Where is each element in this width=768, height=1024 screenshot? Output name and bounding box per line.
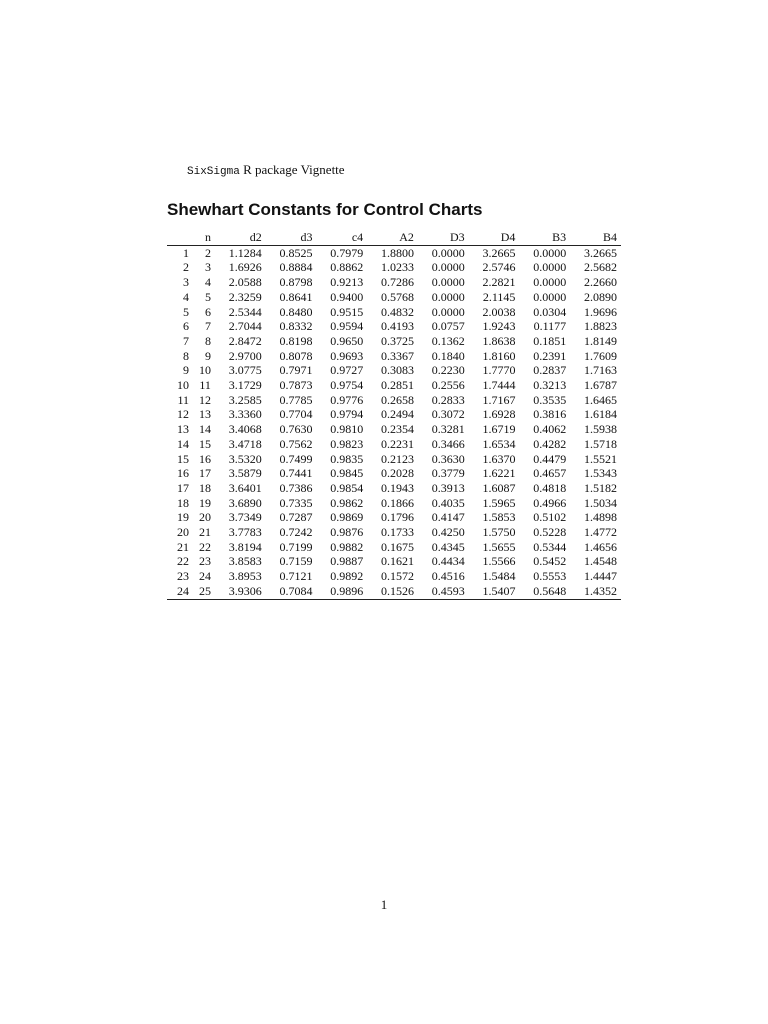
column-header [167,229,193,245]
table-cell: 25 [198,583,211,598]
table-cell: 3.2665 [584,245,617,260]
table-cell: 2.2660 [584,275,617,290]
table-cell: 19 [198,495,211,510]
table-cell: 0.2230 [431,363,465,378]
table-cell: 2.0038 [482,304,516,319]
table-cell: 0.2658 [380,392,414,407]
table-cell: 2 [204,245,211,260]
table-cell: 1.5484 [482,569,516,584]
table-cell: 0.7121 [279,569,313,584]
table-cell: 0.9794 [330,407,364,422]
package-name: SixSigma [187,166,240,178]
table-cell: 1.4352 [584,583,617,598]
table-cell: 0.9515 [330,304,364,319]
table-cell: 3.2665 [482,245,516,260]
table-cell: 4 [183,289,189,304]
table-cell: 6 [183,319,189,334]
table-cell: 0.5768 [380,289,414,304]
table-body [167,245,621,599]
table-cell: 1.9696 [584,304,617,319]
table-cell: 11 [177,392,189,407]
table-cell: 0.2028 [380,466,414,481]
table-cell: 0.7630 [279,422,313,437]
table-cell: 0.8525 [279,245,313,260]
table-cell: 0.0304 [533,304,567,319]
column-header: n [193,229,215,245]
table-cell: 1.5407 [482,583,516,598]
table-cell: 0.9835 [330,451,364,466]
table-cell: 14 [177,436,189,451]
table-cell: 21 [198,525,211,540]
table-cell: 0.2494 [380,407,414,422]
table-cell: 20 [177,525,189,540]
table-cell: 0.4035 [431,495,465,510]
table-cell: 0.9823 [330,436,364,451]
page-number: 1 [380,897,388,912]
table-cell: 10 [198,363,211,378]
table-cell: 1.8823 [584,319,617,334]
table-cell: 1.5965 [482,495,516,510]
table-cell: 0.4250 [431,525,465,540]
table-cell: 16 [177,466,189,481]
table-cell: 0.8884 [279,260,313,275]
table-cell: 0.8332 [279,319,313,334]
table-cell: 0.3535 [533,392,567,407]
table-cell: 3.8583 [228,554,262,569]
table-row [167,290,621,305]
table-cell: 0.4345 [431,539,465,554]
table-cell: 0.2231 [380,436,414,451]
column-header: B3 [519,229,570,245]
table-row [167,422,621,437]
table-row [167,245,621,260]
table-cell: 12 [177,407,189,422]
table-cell: 3.4068 [228,422,262,437]
table-row [167,393,621,408]
table-cell: 0.3083 [380,363,414,378]
table-cell: 0.7873 [279,378,313,393]
table-cell: 0.0000 [533,260,567,275]
table-cell: 0.4479 [533,451,567,466]
table-row [167,437,621,452]
table-cell: 0.0000 [431,304,465,319]
table-cell: 3.9306 [228,583,262,598]
table-cell: 0.1840 [431,348,465,363]
table-row [167,334,621,349]
table-cell: 0.0000 [533,275,567,290]
table-cell: 8 [204,333,211,348]
table-row [167,525,621,540]
table-cell: 0.1362 [431,333,465,348]
table-cell: 0.3630 [431,451,465,466]
table-cell: 0.9594 [330,319,364,334]
column-header: d2 [215,229,266,245]
table-cell: 0.9693 [330,348,364,363]
table-row [167,260,621,275]
table-cell: 19 [177,510,189,525]
table-cell: 0.9892 [330,569,364,584]
table-cell: 0.5102 [533,510,567,525]
table-cell: 17 [198,466,211,481]
column-header: c4 [316,229,367,245]
table-header-row [167,229,621,245]
table-cell: 21 [177,539,189,554]
table-cell: 1.4447 [584,569,617,584]
table-cell: 3.7349 [228,510,262,525]
table-cell: 0.5228 [533,525,567,540]
table-cell: 3.8953 [228,569,262,584]
table-cell: 2.1145 [482,289,516,304]
table-cell: 0.4516 [431,569,465,584]
table-row [167,481,621,496]
table-cell: 0.8078 [279,348,313,363]
table-row [167,569,621,584]
table-row [167,540,621,555]
table-row [167,319,621,334]
table-cell: 2.9700 [228,348,262,363]
header-text: R package Vignette [239,162,345,177]
table-cell: 7 [204,319,211,334]
table-cell: 2.3259 [228,289,262,304]
table-cell: 6 [204,304,211,319]
table-cell: 0.0000 [431,289,465,304]
table-cell: 1.4548 [584,554,617,569]
column-header: D3 [418,229,469,245]
table-row [167,584,621,599]
table-cell: 0.7286 [380,275,414,290]
table-cell: 0.7386 [279,480,313,495]
table-cell: 0.4282 [533,436,567,451]
table-cell: 0.7242 [279,525,313,540]
table-row [167,275,621,290]
table-cell: 0.9882 [330,539,364,554]
table-cell: 0.5648 [533,583,567,598]
table-cell: 0.2391 [533,348,567,363]
table-cell: 0.1943 [380,480,414,495]
table-cell: 20 [198,510,211,525]
table-cell: 2 [183,260,189,275]
table-cell: 1.6087 [482,480,516,495]
table-cell: 2.2821 [482,275,516,290]
table-cell: 0.3072 [431,407,465,422]
table-cell: 1.6184 [584,407,617,422]
table-cell: 2.0890 [584,289,617,304]
table-cell: 0.1572 [380,569,414,584]
table-cell: 24 [177,583,189,598]
table-cell: 22 [198,539,211,554]
table-cell: 1.6719 [482,422,516,437]
table-cell: 22 [177,554,189,569]
table-cell: 1.8800 [380,245,414,260]
table-cell: 0.9776 [330,392,364,407]
table-cell: 15 [198,436,211,451]
table-cell: 3.3360 [228,407,262,422]
table-cell: 3.6890 [228,495,262,510]
table-cell: 0.5344 [533,539,567,554]
column-header: A2 [367,229,418,245]
table-cell: 12 [198,392,211,407]
table-cell: 0.7084 [279,583,313,598]
table-cell: 0.3725 [380,333,414,348]
table-cell: 0.3281 [431,422,465,437]
table-cell: 0.8641 [279,289,313,304]
table-cell: 1.5718 [584,436,617,451]
table-cell: 2.8472 [228,333,262,348]
table-cell: 0.7979 [330,245,364,260]
column-header: D4 [469,229,520,245]
table-cell: 0.4966 [533,495,567,510]
table-cell: 0.0000 [533,289,567,304]
table-cell: 0.1866 [380,495,414,510]
table-cell: 1.7770 [482,363,516,378]
table-cell: 1.5343 [584,466,617,481]
table-cell: 9 [204,348,211,363]
table-cell: 0.9876 [330,525,364,540]
table-cell: 0.2123 [380,451,414,466]
table-cell: 0.9213 [330,275,364,290]
table-cell: 1.0233 [380,260,414,275]
table-cell: 1.8149 [584,333,617,348]
table-cell: 0.9854 [330,480,364,495]
table-cell: 0.0000 [533,245,567,260]
table-cell: 0.3367 [380,348,414,363]
table-cell: 0.2833 [431,392,465,407]
table-cell: 1.5938 [584,422,617,437]
table-cell: 3.2585 [228,392,262,407]
table-cell: 0.3466 [431,436,465,451]
table-cell: 0.8480 [279,304,313,319]
table-cell: 3 [183,275,189,290]
table-cell: 0.4434 [431,554,465,569]
table-cell: 0.9650 [330,333,364,348]
running-header [187,162,345,178]
table-cell: 1.6534 [482,436,516,451]
table-cell: 18 [177,495,189,510]
table-row [167,554,621,569]
table-cell: 4 [204,275,211,290]
table-cell: 0.1733 [380,525,414,540]
table-cell: 1.6465 [584,392,617,407]
table-cell: 0.7499 [279,451,313,466]
table-cell: 0.8798 [279,275,313,290]
table-cell: 3.6401 [228,480,262,495]
table-cell: 0.4818 [533,480,567,495]
table-cell: 0.1526 [380,583,414,598]
table-cell: 1.7163 [584,363,617,378]
table-cell: 2.0588 [228,275,262,290]
table-cell: 3 [204,260,211,275]
table-cell: 0.7335 [279,495,313,510]
table-cell: 3.0775 [228,363,262,378]
table-cell: 0.2837 [533,363,567,378]
table-cell: 0.7199 [279,539,313,554]
table-cell: 14 [198,422,211,437]
table-cell: 2.7044 [228,319,262,334]
table-cell: 1.5034 [584,495,617,510]
table-cell: 3.5879 [228,466,262,481]
table-cell: 0.4593 [431,583,465,598]
table-cell: 0.2851 [380,378,414,393]
table-cell: 23 [198,554,211,569]
table-cell: 0.0000 [431,245,465,260]
table-cell: 9 [183,363,189,378]
table-cell: 10 [177,378,189,393]
table-row [167,349,621,364]
table-row [167,378,621,393]
table-cell: 15 [177,451,189,466]
table-cell: 0.7971 [279,363,313,378]
table-row [167,452,621,467]
table-cell: 18 [198,480,211,495]
table-cell: 0.0000 [431,275,465,290]
table-cell: 0.3816 [533,407,567,422]
table-cell: 0.8198 [279,333,313,348]
shewhart-constants-table [167,229,621,600]
table-cell: 3.4718 [228,436,262,451]
table-cell: 7 [183,333,189,348]
table-cell: 1.6928 [482,407,516,422]
table-cell: 0.9887 [330,554,364,569]
table-cell: 3.1729 [228,378,262,393]
table-cell: 0.2556 [431,378,465,393]
table-cell: 0.4193 [380,319,414,334]
table-cell: 0.9727 [330,363,364,378]
table-cell: 3.7783 [228,525,262,540]
table-cell: 0.9400 [330,289,364,304]
table-cell: 0.7704 [279,407,313,422]
table-row [167,466,621,481]
table-row [167,407,621,422]
table-cell: 1.6787 [584,378,617,393]
table-cell: 0.0000 [431,260,465,275]
table-cell: 17 [177,480,189,495]
table-cell: 0.9810 [330,422,364,437]
table-cell: 0.5452 [533,554,567,569]
table-cell: 1.5655 [482,539,516,554]
table-cell: 0.1675 [380,539,414,554]
table-cell: 13 [198,407,211,422]
table-cell: 1.5521 [584,451,617,466]
table-cell: 0.1851 [533,333,567,348]
column-header: d3 [266,229,317,245]
table-cell: 0.1177 [533,319,567,334]
table-cell: 1.5750 [482,525,516,540]
table-cell: 0.2354 [380,422,414,437]
table-cell: 0.4657 [533,466,567,481]
table-cell: 3.5320 [228,451,262,466]
table-cell: 23 [177,569,189,584]
table-cell: 2.5344 [228,304,262,319]
table-cell: 5 [183,304,189,319]
table-cell: 1.5566 [482,554,516,569]
table-cell: 0.9754 [330,378,364,393]
table-cell: 0.1796 [380,510,414,525]
table-cell: 0.0757 [431,319,465,334]
table-cell: 0.4147 [431,510,465,525]
table-cell: 24 [198,569,211,584]
table-cell: 1.1284 [228,245,262,260]
table-cell: 13 [177,422,189,437]
table-cell: 0.3779 [431,466,465,481]
table-cell: 0.7562 [279,436,313,451]
table-cell: 1 [183,245,189,260]
table-cell: 2.5682 [584,260,617,275]
table-cell: 1.7167 [482,392,516,407]
table-cell: 1.6221 [482,466,516,481]
table-cell: 0.7785 [279,392,313,407]
table-cell: 5 [204,289,211,304]
table-cell: 0.4062 [533,422,567,437]
table-cell: 0.7441 [279,466,313,481]
table-row [167,496,621,511]
table-cell: 2.5746 [482,260,516,275]
table-cell: 1.7444 [482,378,516,393]
table-cell: 1.9243 [482,319,516,334]
table-cell: 0.9869 [330,510,364,525]
table-row [167,510,621,525]
table-cell: 0.1621 [380,554,414,569]
table-cell: 0.9896 [330,583,364,598]
table-cell: 0.8862 [330,260,364,275]
column-header: B4 [570,229,621,245]
table-cell: 1.5182 [584,480,617,495]
table-cell: 1.8160 [482,348,516,363]
table-cell: 1.4898 [584,510,617,525]
table-cell: 0.9845 [330,466,364,481]
table-cell: 0.5553 [533,569,567,584]
table-cell: 0.9862 [330,495,364,510]
table-cell: 1.4656 [584,539,617,554]
table-cell: 0.3213 [533,378,567,393]
table-cell: 8 [183,348,189,363]
table-cell: 1.4772 [584,525,617,540]
table-cell: 0.4832 [380,304,414,319]
table-cell: 0.3913 [431,480,465,495]
table-cell: 0.7159 [279,554,313,569]
table-row [167,305,621,320]
table-cell: 1.6370 [482,451,516,466]
section-title: Shewhart Constants for Control Charts [167,200,483,219]
table-cell: 16 [198,451,211,466]
table-cell: 11 [199,378,211,393]
table-row [167,363,621,378]
table-cell: 1.8638 [482,333,516,348]
table-cell: 0.7287 [279,510,313,525]
table-cell: 1.5853 [482,510,516,525]
table-cell: 1.6926 [228,260,262,275]
table-cell: 1.7609 [584,348,617,363]
table-cell: 3.8194 [228,539,262,554]
